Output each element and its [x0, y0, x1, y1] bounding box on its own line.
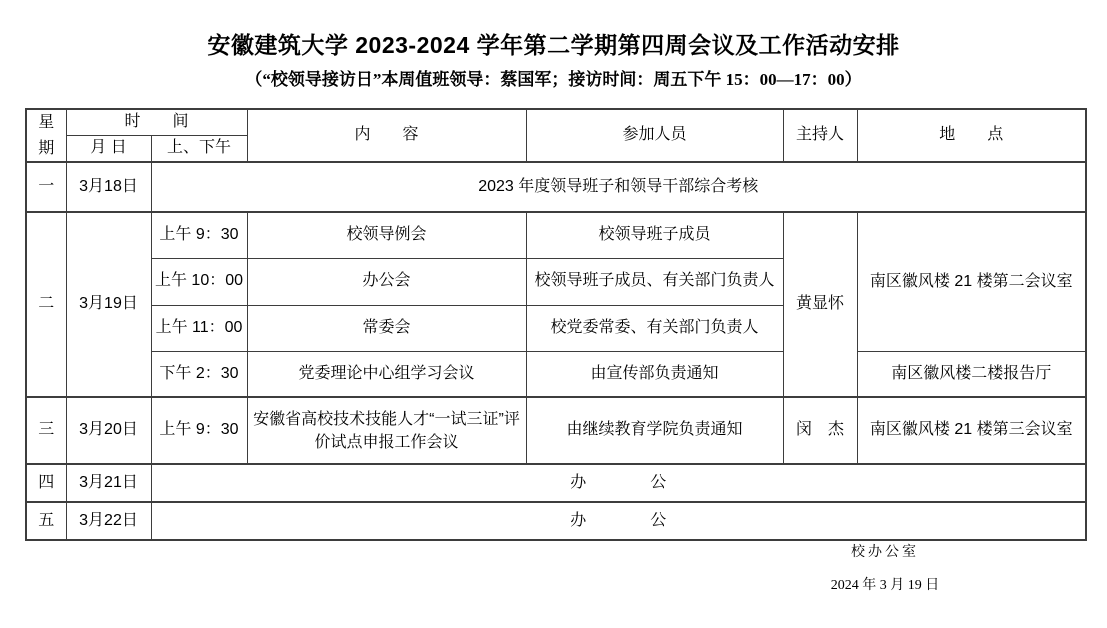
thursday-date-cell: 3月21日 — [66, 464, 151, 502]
tuesday-meeting-2-content: 办公会 — [247, 258, 526, 305]
header-ampm: 上、下午 — [151, 136, 247, 163]
tuesday-host-cell: 黄显怀 — [783, 212, 857, 397]
tuesday-meeting-1-time: 上午 9：30 — [151, 212, 247, 258]
monday-content-cell: 2023 年度领导班子和领导干部综合考核 — [151, 162, 1086, 212]
footer-date: 2024 年 3 月 19 日 — [830, 578, 940, 593]
monday-day-cell: 一 — [26, 162, 66, 212]
wednesday-host-cell: 闵 杰 — [783, 397, 857, 464]
header-host: 主持人 — [783, 109, 857, 162]
wednesday-date-cell: 3月20日 — [66, 397, 151, 464]
thursday-content-cell: 办 公 — [151, 464, 1086, 502]
header-time: 时 间 — [66, 109, 247, 136]
tuesday-date-cell: 3月19日 — [66, 212, 151, 397]
header-participants: 参加人员 — [526, 109, 783, 162]
schedule-table — [25, 108, 1087, 541]
tuesday-meeting-2-time: 上午 10：00 — [151, 258, 247, 305]
monday-date-cell: 3月18日 — [66, 162, 151, 212]
wednesday-content-cell: 安徽省高校技术技能人才“一试三证”评价试点申报工作会议 — [247, 397, 526, 464]
tuesday-meeting-1-participants: 校领导班子成员 — [526, 212, 783, 258]
wednesday-location-cell: 南区徽风楼 21 楼第三会议室 — [857, 397, 1086, 464]
friday-content-cell: 办 公 — [151, 502, 1086, 540]
tuesday-meeting-1-content: 校领导例会 — [247, 212, 526, 258]
thursday-day-cell: 四 — [26, 464, 66, 502]
wednesday-participants-cell: 由继续教育学院负责通知 — [526, 397, 783, 464]
tuesday-location-last-cell: 南区徽风楼二楼报告厅 — [857, 351, 1086, 397]
friday-date-cell: 3月22日 — [66, 502, 151, 540]
tuesday-meeting-4-participants: 由宣传部负责通知 — [526, 351, 783, 397]
tuesday-meeting-4-content: 党委理论中心组学习会议 — [247, 351, 526, 397]
header-location: 地 点 — [857, 109, 1086, 162]
tuesday-meeting-4-time: 下午 2：30 — [151, 351, 247, 397]
header-date: 月 日 — [66, 136, 151, 163]
header-weekday: 星期 — [26, 109, 66, 162]
tuesday-meeting-3-participants: 校党委常委、有关部门负责人 — [526, 305, 783, 351]
tuesday-day-cell: 二 — [26, 212, 66, 397]
tuesday-meeting-2-participants: 校领导班子成员、有关部门负责人 — [526, 258, 783, 305]
footer-office: 校办公室 — [851, 545, 919, 560]
header-content: 内 容 — [247, 109, 526, 162]
page-subtitle: （“校领导接访日”本周值班领导：蔡国军；接访时间：周五下午 15：00—17：00） — [245, 70, 862, 89]
tuesday-location-main-cell: 南区徽风楼 21 楼第二会议室 — [857, 212, 1086, 351]
tuesday-meeting-3-content: 常委会 — [247, 305, 526, 351]
footer — [780, 541, 990, 594]
wednesday-day-cell: 三 — [26, 397, 66, 464]
friday-day-cell: 五 — [26, 502, 66, 540]
tuesday-meeting-3-time: 上午 11：00 — [151, 305, 247, 351]
page-title: 安徽建筑大学 2023-2024 学年第二学期第四周会议及工作活动安排 — [207, 32, 900, 58]
wednesday-time-cell: 上午 9：30 — [151, 397, 247, 464]
